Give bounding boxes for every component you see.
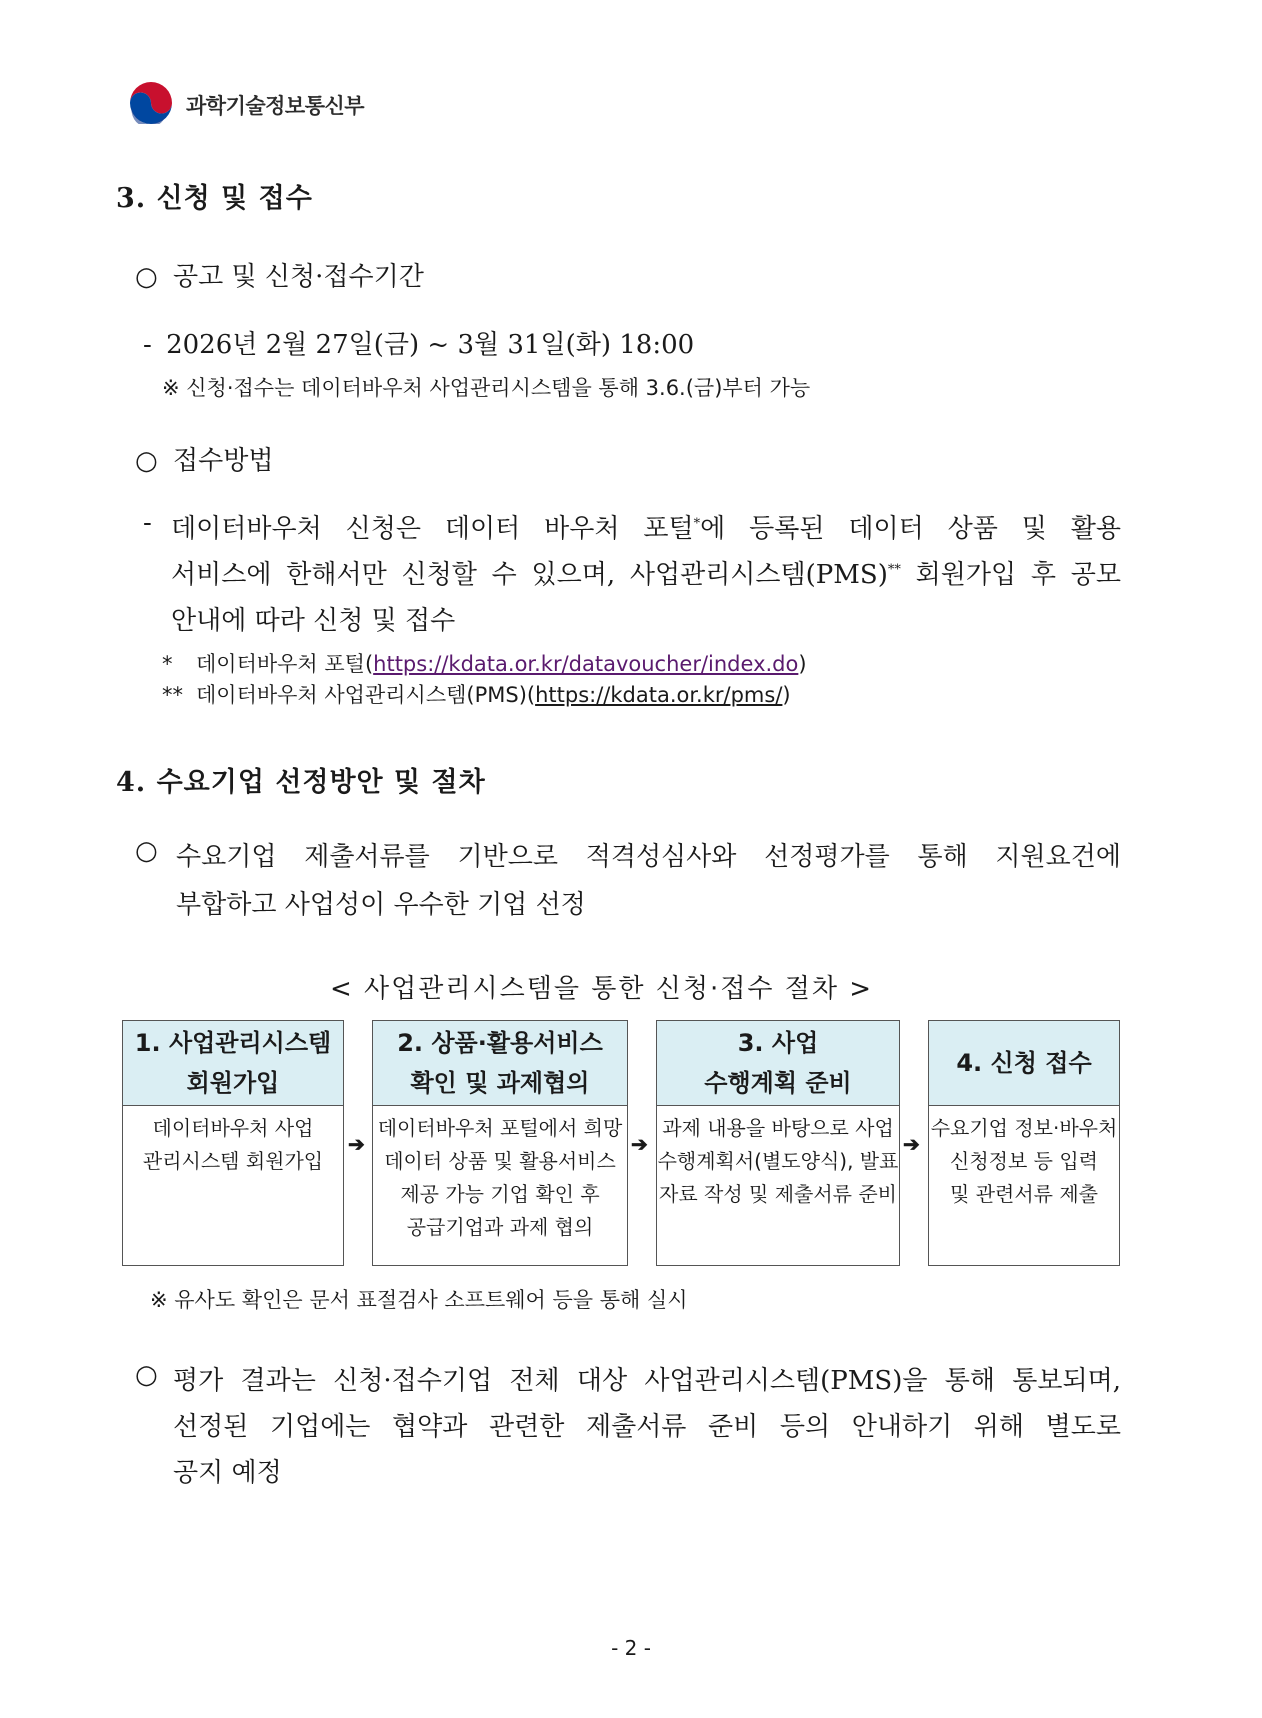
- bullet-circle: ○: [135, 446, 158, 476]
- process-step-desc: 데이터바우처 포털에서 희망 데이터 상품 및 활용서비스 제공 가능 기업 확인 후 공급기업과 과제 협의: [377, 1116, 623, 1239]
- method-line-1: [171, 508, 1121, 545]
- footnote-1: [162, 648, 807, 678]
- process-title: < 사업관리시스템을 통한 신청·접수 절차 >: [330, 974, 874, 1004]
- selection-line-2: 부합하고 사업성이 우수한 기업 선정: [176, 890, 586, 920]
- footnote-2-close: ): [782, 683, 791, 707]
- process-step-desc: 데이터바우처 사업 관리시스템 회원가입: [142, 1116, 324, 1173]
- period-title: 공고 및 신청·접수기간: [173, 262, 424, 292]
- process-step-2: [372, 1020, 628, 1266]
- footnote-2-text: 데이터바우처 사업관리시스템(PMS)(: [196, 683, 536, 707]
- arrow-right-icon: ➔: [903, 1132, 920, 1156]
- bullet-circle: ○: [135, 1360, 158, 1390]
- taegeuk-logo-icon: [126, 78, 176, 124]
- process-step-1: [122, 1020, 344, 1266]
- footnote-1-close: ): [798, 652, 807, 676]
- footnote-mark: *: [693, 516, 701, 532]
- process-step-desc: 수요기업 정보·바우처 신청정보 등 입력 및 관련서류 제출: [930, 1116, 1118, 1206]
- process-step-desc: 과제 내용을 바탕으로 사업 수행계획서(별도양식), 발표 자료 작성 및 제출서류 준비: [657, 1116, 899, 1206]
- process-note: ※ 유사도 확인은 문서 표절검사 소프트웨어 등을 통해 실시: [150, 1288, 688, 1312]
- footnote-mark: **: [887, 562, 901, 578]
- method-bullet-item: [135, 440, 273, 477]
- method-title: 접수방법: [173, 446, 274, 476]
- ministry-name: 과학기술정보통신부: [186, 94, 365, 118]
- process-step-3: [656, 1020, 900, 1266]
- method-line-2b: 회원가입 후 공모: [900, 560, 1121, 590]
- footnote-2: [162, 679, 791, 709]
- period-dates: 2026년 2월 27일(금) ~ 3월 31일(화) 18:00: [166, 330, 695, 360]
- datavoucher-portal-link[interactable]: https://kdata.or.kr/datavoucher/index.do: [373, 652, 799, 676]
- footnote-2-mark: **: [162, 683, 183, 707]
- method-line-1b: 에 등록된 데이터 상품 및 활용: [700, 514, 1122, 544]
- bullet-circle: ○: [135, 836, 158, 866]
- result-line-3: 공지 예정: [173, 1458, 282, 1488]
- pms-link[interactable]: https://kdata.or.kr/pms/: [535, 683, 783, 707]
- process-step-title: 2. 상품·활용서비스 확인 및 과제협의: [373, 1021, 627, 1106]
- selection-line-1: 수요기업 제출서류를 기반으로 적격성심사와 선정평가를 통해 지원요건에: [176, 842, 1121, 872]
- method-line-3: 안내에 따라 신청 및 접수: [171, 606, 456, 636]
- arrow-right-icon: ➔: [631, 1132, 648, 1156]
- bullet-circle: ○: [135, 262, 158, 292]
- period-dates-row: [143, 324, 694, 361]
- period-note: ※ 신청·접수는 데이터바우처 사업관리시스템을 통해 3.6.(금)부터 가능: [162, 376, 811, 400]
- process-step-title: 4. 신청 접수: [929, 1021, 1119, 1106]
- method-line-1a: 데이터바우처 신청은 데이터 바우처 포털: [171, 514, 694, 544]
- dash: -: [143, 508, 152, 538]
- result-line-2: 선정된 기업에는 협약과 관련한 제출서류 준비 등의 안내하기 위해 별도로: [173, 1412, 1121, 1442]
- result-line-1: 평가 결과는 신청·접수기업 전체 대상 사업관리시스템(PMS)을 통해 통보되며,: [173, 1366, 1121, 1396]
- section4-heading: 4. 수요기업 선정방안 및 절차: [116, 767, 486, 798]
- dash: -: [143, 330, 152, 360]
- method-line-2a: 서비스에 한해서만 신청할 수 있으며, 사업관리시스템(PMS): [171, 560, 888, 590]
- method-line-2: [171, 554, 1121, 591]
- footnote-1-text: 데이터바우처 포털(: [196, 652, 374, 676]
- process-step-4: [928, 1020, 1120, 1266]
- period-bullet-item: [135, 256, 424, 293]
- process-step-title: 3. 사업 수행계획 준비: [657, 1021, 899, 1106]
- section3-heading: 3. 신청 및 접수: [116, 183, 313, 214]
- footnote-1-mark: *: [162, 652, 173, 676]
- arrow-right-icon: ➔: [348, 1132, 365, 1156]
- page-number: - 2 -: [611, 1636, 651, 1660]
- process-step-title: 1. 사업관리시스템 회원가입: [123, 1021, 343, 1106]
